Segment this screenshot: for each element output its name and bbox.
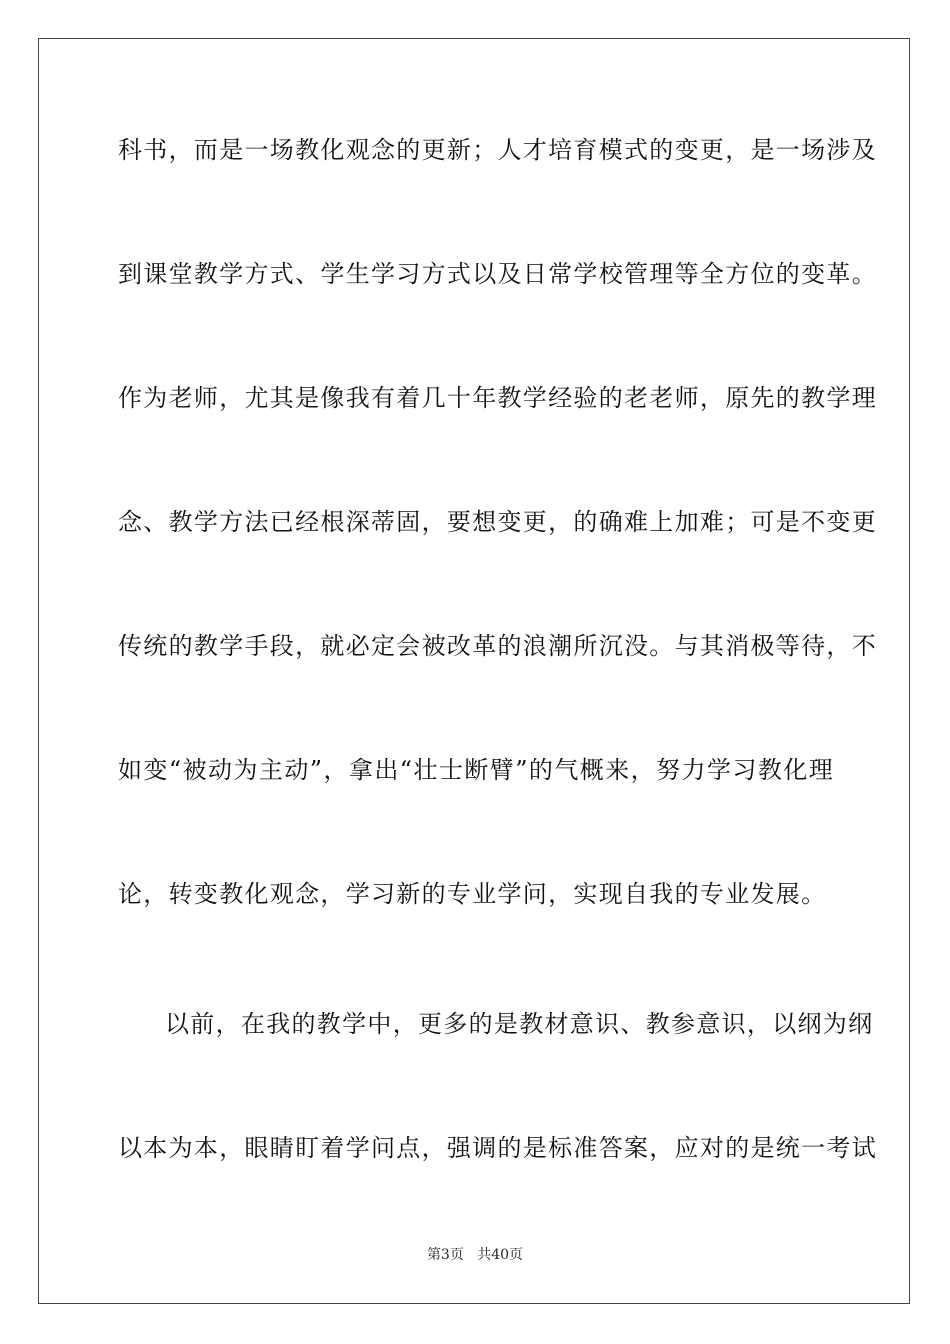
text-line: 科书，而是一场教化观念的更新；人才培育模式的变更，是一场涉及 xyxy=(118,136,877,164)
text-line: 论，转变教化观念，学习新的专业学问，实现自我的专业发展。 xyxy=(118,880,827,908)
page-border xyxy=(38,38,910,1304)
text-line: 念、教学方法已经根深蒂固，要想变更，的确难上加难；可是不变更 xyxy=(118,508,877,536)
paragraph-first-line: 以前，在我的教学中，更多的是教材意识、教参意识，以纲为纲 xyxy=(165,1010,874,1038)
text-line: 传统的教学手段，就必定会被改革的浪潮所沉没。与其消极等待，不 xyxy=(118,632,877,660)
page-number: 第3页 xyxy=(426,1247,464,1263)
page-footer xyxy=(0,1244,950,1264)
text-line: 作为老师，尤其是像我有着几十年教学经验的老老师，原先的教学理 xyxy=(118,384,877,412)
page-total: 共40页 xyxy=(477,1247,524,1263)
text-line: 如变“被动为主动”，拿出“壮士断臂”的气概来，努力学习教化理 xyxy=(118,756,834,784)
text-line: 以本为本，眼睛盯着学问点，强调的是标准答案，应对的是统一考试 xyxy=(118,1134,877,1162)
text-line: 到课堂教学方式、学生学习方式以及日常学校管理等全方位的变革。 xyxy=(118,260,877,288)
